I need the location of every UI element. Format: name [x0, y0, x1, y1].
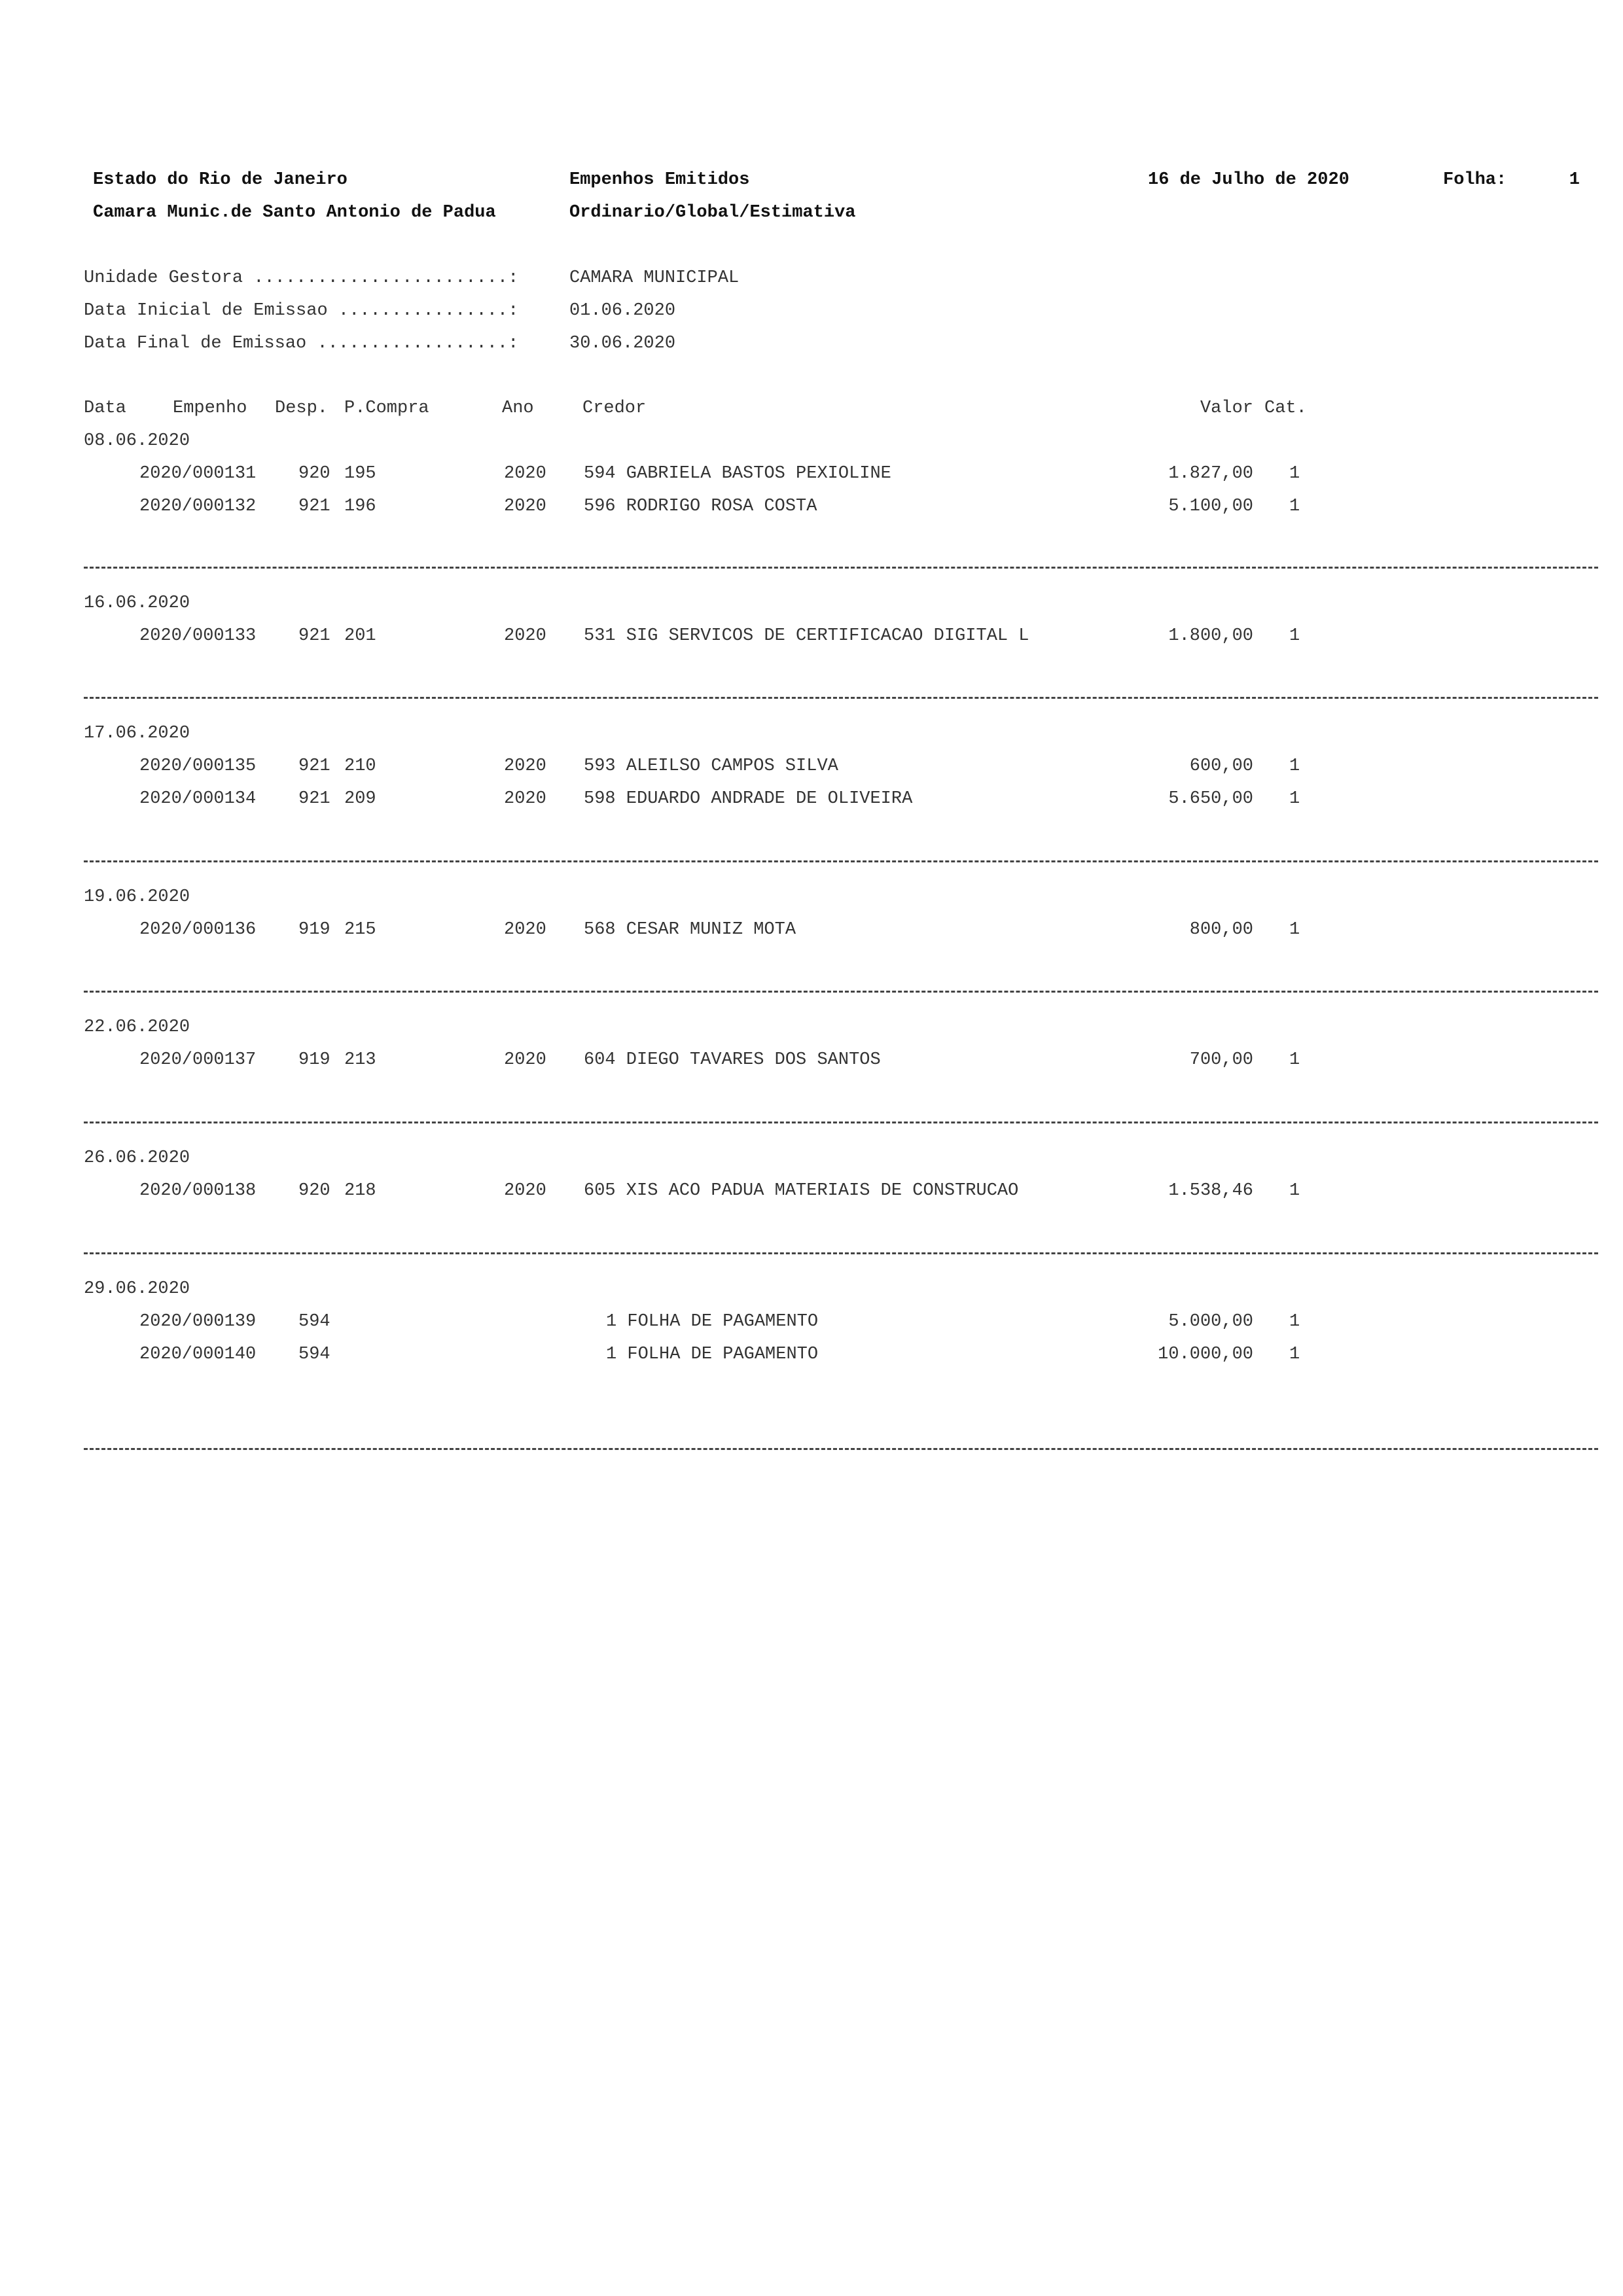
group-date: 26.06.2020 — [84, 1148, 190, 1168]
cell-cat: 1 — [1289, 1181, 1300, 1201]
col-header-empenho: Empenho — [173, 398, 247, 418]
cell-credor: 604 DIEGO TAVARES DOS SANTOS — [584, 1050, 881, 1070]
cell-ano: 2020 — [504, 626, 546, 646]
col-header-pcompra: P.Compra — [344, 398, 429, 418]
cell-valor: 600,00 — [1189, 756, 1253, 776]
cell-empenho: 2020/000136 — [139, 920, 257, 940]
cell-cat: 1 — [1289, 920, 1300, 940]
cell-cat: 1 — [1289, 1050, 1300, 1070]
cell-valor: 1.800,00 — [1168, 626, 1253, 646]
cell-credor: 568 CESAR MUNIZ MOTA — [584, 920, 796, 940]
group-divider — [84, 1122, 1598, 1123]
cell-pcompra: 210 — [344, 756, 376, 776]
cell-cat: 1 — [1289, 789, 1300, 809]
group-divider — [84, 860, 1598, 862]
cell-credor: 593 ALEILSO CAMPOS SILVA — [584, 756, 838, 776]
cell-valor: 5.000,00 — [1168, 1312, 1253, 1332]
cell-cat: 1 — [1289, 497, 1300, 516]
cell-pcompra: 195 — [344, 464, 376, 484]
report-subtitle: Ordinario/Global/Estimativa — [569, 203, 856, 222]
cell-credor: 594 GABRIELA BASTOS PEXIOLINE — [584, 464, 891, 484]
cell-credor: 598 EDUARDO ANDRADE DE OLIVEIRA — [584, 789, 913, 809]
param-data-inicial-value: 01.06.2020 — [569, 301, 676, 321]
cell-empenho: 2020/000131 — [139, 464, 257, 484]
group-divider — [84, 1448, 1598, 1450]
cell-desp: 921 — [298, 626, 330, 646]
col-header-desp: Desp. — [275, 398, 329, 418]
param-data-final-value: 30.06.2020 — [569, 334, 676, 353]
report-title: Empenhos Emitidos — [569, 170, 750, 190]
group-divider — [84, 697, 1598, 699]
group-date: 29.06.2020 — [84, 1279, 190, 1299]
cell-ano: 2020 — [504, 1050, 546, 1070]
header-estado: Estado do Rio de Janeiro — [93, 170, 348, 190]
cell-empenho: 2020/000134 — [139, 789, 257, 809]
cell-desp: 920 — [298, 464, 330, 484]
group-date: 19.06.2020 — [84, 887, 190, 907]
cell-valor: 700,00 — [1189, 1050, 1253, 1070]
cell-cat: 1 — [1289, 626, 1300, 646]
col-header-credor: Credor — [582, 398, 647, 418]
col-header-cat: Cat. — [1264, 398, 1307, 418]
cell-pcompra: 196 — [344, 497, 376, 516]
cell-desp: 921 — [298, 756, 330, 776]
cell-ano: 2020 — [504, 756, 546, 776]
cell-cat: 1 — [1289, 1312, 1300, 1332]
cell-empenho: 2020/000140 — [139, 1345, 257, 1364]
cell-valor: 5.650,00 — [1168, 789, 1253, 809]
cell-valor: 1.538,46 — [1168, 1181, 1253, 1201]
group-date: 08.06.2020 — [84, 431, 190, 451]
cell-credor: 1 FOLHA DE PAGAMENTO — [606, 1345, 819, 1364]
cell-pcompra: 218 — [344, 1181, 376, 1201]
cell-ano: 2020 — [504, 497, 546, 516]
param-unidade-value: CAMARA MUNICIPAL — [569, 268, 740, 288]
cell-cat: 1 — [1289, 464, 1300, 484]
cell-desp: 594 — [298, 1345, 330, 1364]
cell-ano: 2020 — [504, 464, 546, 484]
cell-cat: 1 — [1289, 756, 1300, 776]
report-date: 16 de Julho de 2020 — [1148, 170, 1349, 190]
cell-empenho: 2020/000135 — [139, 756, 257, 776]
cell-desp: 921 — [298, 789, 330, 809]
param-unidade-label: Unidade Gestora ........................: — [84, 268, 519, 288]
cell-pcompra: 209 — [344, 789, 376, 809]
cell-ano: 2020 — [504, 920, 546, 940]
param-data-final-label: Data Final de Emissao ..................: — [84, 334, 519, 353]
cell-pcompra: 215 — [344, 920, 376, 940]
group-divider — [84, 1252, 1598, 1254]
cell-desp: 921 — [298, 497, 330, 516]
cell-valor: 10.000,00 — [1158, 1345, 1253, 1364]
param-data-inicial-label: Data Inicial de Emissao ................: — [84, 301, 519, 321]
col-header-valor: Valor — [1200, 398, 1253, 418]
cell-credor: 596 RODRIGO ROSA COSTA — [584, 497, 817, 516]
cell-cat: 1 — [1289, 1345, 1300, 1364]
cell-pcompra: 201 — [344, 626, 376, 646]
cell-valor: 800,00 — [1189, 920, 1253, 940]
cell-credor: 1 FOLHA DE PAGAMENTO — [606, 1312, 819, 1332]
cell-desp: 594 — [298, 1312, 330, 1332]
folha-number: 1 — [1569, 170, 1580, 190]
group-date: 17.06.2020 — [84, 724, 190, 743]
cell-pcompra: 213 — [344, 1050, 376, 1070]
cell-empenho: 2020/000139 — [139, 1312, 257, 1332]
group-date: 22.06.2020 — [84, 1017, 190, 1037]
cell-credor: 605 XIS ACO PADUA MATERIAIS DE CONSTRUCAO — [584, 1181, 1019, 1201]
cell-desp: 920 — [298, 1181, 330, 1201]
col-header-data: Data — [84, 398, 126, 418]
cell-valor: 5.100,00 — [1168, 497, 1253, 516]
cell-empenho: 2020/000138 — [139, 1181, 257, 1201]
group-divider — [84, 991, 1598, 993]
cell-desp: 919 — [298, 920, 330, 940]
cell-ano: 2020 — [504, 789, 546, 809]
cell-credor: 531 SIG SERVICOS DE CERTIFICACAO DIGITAL L — [584, 626, 1029, 646]
cell-ano: 2020 — [504, 1181, 546, 1201]
folha-label: Folha: — [1443, 170, 1507, 190]
group-divider — [84, 567, 1598, 569]
col-header-ano: Ano — [502, 398, 534, 418]
header-camara: Camara Munic.de Santo Antonio de Padua — [93, 203, 496, 222]
cell-empenho: 2020/000137 — [139, 1050, 257, 1070]
group-date: 16.06.2020 — [84, 593, 190, 613]
cell-valor: 1.827,00 — [1168, 464, 1253, 484]
cell-empenho: 2020/000132 — [139, 497, 257, 516]
cell-empenho: 2020/000133 — [139, 626, 257, 646]
cell-desp: 919 — [298, 1050, 330, 1070]
